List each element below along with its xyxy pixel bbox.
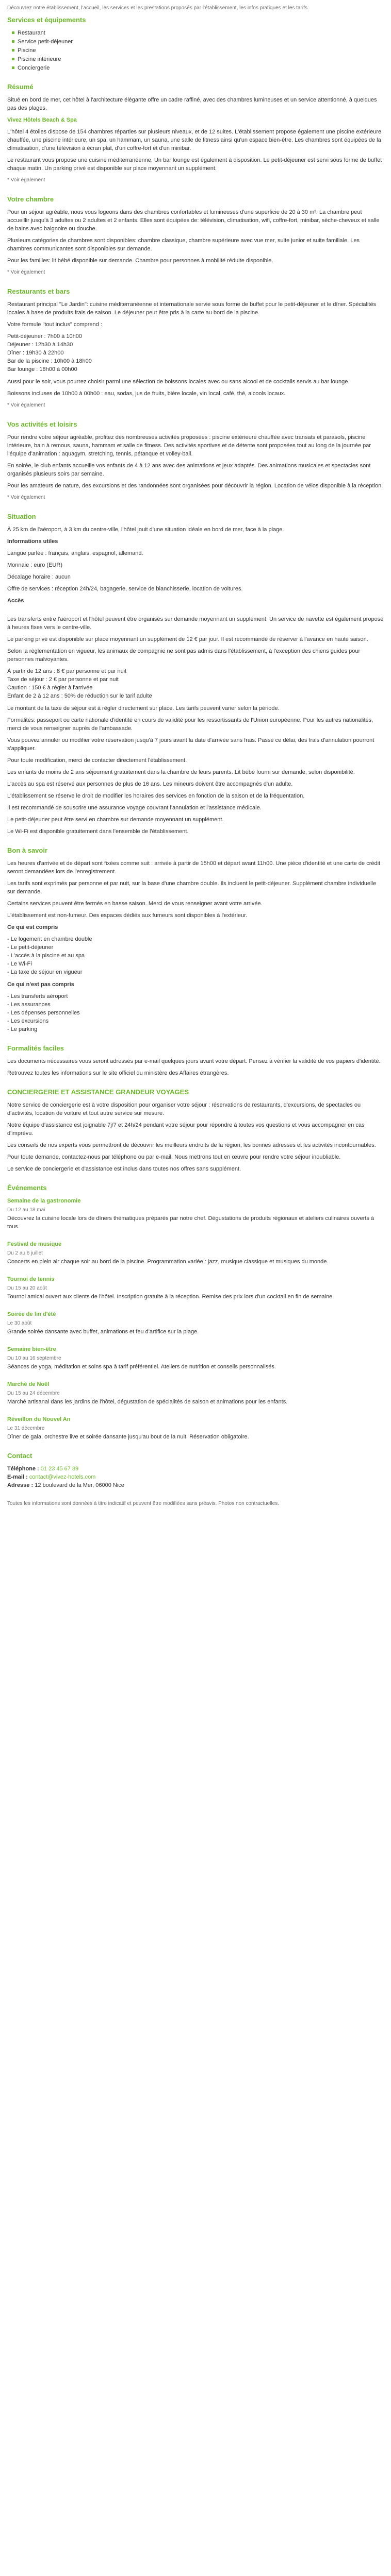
list-item: - Les dépenses personnelles xyxy=(7,1010,80,1016)
footer-note: Toutes les informations sont données à titre indicatif et peuvent être modifiées sans préavis. Photos non contractuelles. xyxy=(7,1501,279,1506)
paragraph: Les enfants de moins de 2 ans séjournent gratuitement dans la chambre de leurs parents. Lit bébé fourni sur demande, selon disponibilité. xyxy=(7,769,355,775)
event-date: Le 30 août xyxy=(7,1320,32,1326)
paragraph: Le montant de la taxe de séjour est à régler directement sur place. Les tarifs peuvent varier selon la période. xyxy=(7,705,280,711)
list-item: Restaurant xyxy=(18,29,384,37)
event-name: Semaine de la gastronomie xyxy=(7,1198,81,1204)
paragraph: Les transferts entre l'aéroport et l'hôtel peuvent être organisés sur demande moyennant un supplément. Un service de navette est également proposé à heures fixes vers le centre-ville. xyxy=(7,616,384,631)
paragraph: Plusieurs catégories de chambres sont disponibles: chambre classique, chambre supérieure avec vue mer, suite junior et suite familiale. Les chambres communicantes sont disponibles sur demande. xyxy=(7,238,360,252)
paragraph: Le restaurant vous propose une cuisine méditerranéenne. Un bar lounge est également à disposition. Le petit-déjeuner est servi sous forme de buffet chaque matin. Un parking privé est disponible sur place moyennant un supplément. xyxy=(7,157,382,172)
paragraph: Le Wi-Fi est disponible gratuitement dans l'ensemble de l'établissement. xyxy=(7,828,189,835)
event-date: Du 2 au 6 juillet xyxy=(7,1250,43,1256)
list-item: Service petit-déjeuner xyxy=(18,38,384,46)
list-item: - Le petit-déjeuner xyxy=(7,944,54,951)
paragraph: Pour toute demande, contactez-nous par téléphone ou par e-mail. Nous mettrons tout en œuvre pour rendre votre séjour inoubliable. xyxy=(7,1154,341,1160)
event-desc: Tournoi amical ouvert aux clients de l'hôtel. Inscription gratuite à la réception. Remise des prix lors d'un cocktail en fin de semaine. xyxy=(7,1294,334,1300)
paragraph: Pour rendre votre séjour agréable, profitez des nombreuses activités proposées : piscine extérieure chauffée avec transats et parasols, piscine intérieure, bain à remous, sauna, hammam et salle de fitness. Des activités sportives et de détente sont proposées tout au long de la journée par l'équipe d'animation : aquagym, stretching, tennis, pétanque et volley-ball. xyxy=(7,434,371,457)
event-item xyxy=(7,1415,384,1441)
resume-section xyxy=(7,82,384,184)
event-item xyxy=(7,1310,384,1336)
rooms-title: Votre chambre xyxy=(7,195,54,203)
rooms-section xyxy=(7,195,384,277)
subheading: Ce qui n'est pas compris xyxy=(7,981,74,988)
list-item: - Le parking xyxy=(7,1026,38,1032)
see-more-link[interactable]: * Voir également xyxy=(7,177,45,183)
event-item xyxy=(7,1380,384,1406)
events-title: Événements xyxy=(7,1184,47,1192)
email-label: E-mail : xyxy=(7,1474,28,1480)
event-name: Soirée de fin d'été xyxy=(7,1311,56,1317)
paragraph: Selon la règlementation en vigueur, les animaux de compagnie ne sont pas admis dans l'établissement, à l'exception des chiens guides pour personnes malvoyantes. xyxy=(7,648,361,663)
paragraph: À 25 km de l'aéroport, à 3 km du centre-ville, l'hôtel jouit d'une situation idéale en bord de mer, face à la plage. xyxy=(7,527,284,533)
event-item xyxy=(7,1275,384,1301)
paragraph: Les conseils de nos experts vous permettront de découvrir les meilleurs endroits de la région, les bonnes adresses et les activités incontournables. xyxy=(7,1142,376,1148)
list-item: - Le Wi-Fi xyxy=(7,961,32,967)
paragraph: Restaurant principal "Le Jardin": cuisine méditerranéenne et internationale servie sous forme de buffet pour le petit-déjeuner et le dîner. Spécialités locales à base de produits frais de saison. Le déjeuner peut être pris à la carte au bord de la piscine. xyxy=(7,301,377,316)
paragraph: Formalités: passeport ou carte nationale d'identité en cours de validité pour les ressortissants de l'Union européenne. Pour les autres nationalités, merci de vous renseigner auprès de l'ambassade. xyxy=(7,717,373,732)
event-name: Semaine bien-être xyxy=(7,1346,56,1352)
schedule-line: Déjeuner : 12h30 à 14h30 xyxy=(7,342,73,348)
paragraph: Votre formule "tout inclus" comprend : xyxy=(7,321,102,328)
paragraph: Décalage horaire : aucun xyxy=(7,574,71,580)
excluded-list xyxy=(7,992,384,1033)
paragraph: Le petit-déjeuner peut être servi en chambre sur demande moyennant un supplément. xyxy=(7,817,224,823)
event-item xyxy=(7,1197,384,1231)
event-desc: Marché artisanal dans les jardins de l'hôtel, dégustation de spécialités de saison et animations pour les enfants. xyxy=(7,1399,288,1405)
address-value: 12 boulevard de la Mer, 06000 Nice xyxy=(35,1482,124,1488)
activities-title: Vos activités et loisirs xyxy=(7,420,77,428)
paragraph: Situé en bord de mer, cet hôtel à l'architecture élégante offre un cadre raffiné, avec des chambres lumineuses et un service attentionné, à quelques pas des plages. xyxy=(7,97,377,111)
paragraph: Langue parlée : français, anglais, espagnol, allemand. xyxy=(7,550,143,556)
paragraph: Le service de conciergerie et d'assistance est inclus dans toutes nos offres sans supplément. xyxy=(7,1166,241,1172)
see-more-link[interactable]: * Voir également xyxy=(7,269,45,275)
see-more-link[interactable]: * Voir également xyxy=(7,402,45,408)
subheading: Accès xyxy=(7,598,24,604)
list-item: - La taxe de séjour en vigueur xyxy=(7,969,83,975)
event-date: Du 10 au 16 septembre xyxy=(7,1355,61,1361)
list-item: Piscine intérieure xyxy=(18,55,384,63)
list-item: - Les excursions xyxy=(7,1018,49,1024)
list-item: - Les assurances xyxy=(7,1002,51,1008)
event-name: Tournoi de tennis xyxy=(7,1276,55,1282)
paragraph: Offre de services : réception 24h/24, bagagerie, service de blanchisserie, location de voitures. xyxy=(7,586,243,592)
schedule-line: Bar lounge : 18h00 à 00h00 xyxy=(7,366,77,372)
services-list xyxy=(7,29,384,72)
paragraph: Pour les familles: lit bébé disponible sur demande. Chambre pour personnes à mobilité réduite disponible. xyxy=(7,258,273,264)
paragraph: Le parking privé est disponible sur place moyennant un supplément de 12 € par jour. Il est recommandé de réserver à l'avance en haute saison. xyxy=(7,636,368,642)
paragraph: Vous pouvez annuler ou modifier votre réservation jusqu'à 7 jours avant la date d'arrivée sans frais. Passé ce délai, des frais d'annulation pourront s'appliquer. xyxy=(7,737,374,752)
formalites-section xyxy=(7,1044,384,1077)
paragraph: L'établissement est non-fumeur. Des espaces dédiés aux fumeurs sont disponibles à l'extérieur. xyxy=(7,912,248,919)
schedule-block xyxy=(7,332,384,374)
services-title: Services et équipements xyxy=(7,16,86,24)
see-more-link[interactable]: * Voir également xyxy=(7,495,45,500)
event-desc: Concerts en plein air chaque soir au bord de la piscine. Programmation variée : jazz, musique classique et musiques du monde. xyxy=(7,1259,329,1265)
paragraph: En soirée, le club enfants accueille vos enfants de 4 à 12 ans avec des animations et jeux adaptés. Des animations musicales et spectacles sont organisés plusieurs soirs par semaine. xyxy=(7,463,371,477)
paragraph: Les heures d'arrivée et de départ sont fixées comme suit : arrivée à partir de 15h00 et départ avant 11h00. Une pièce d'identité et une carte de crédit seront demandées lors de l'enregistrement. xyxy=(7,860,381,875)
phone-label: Téléphone : xyxy=(7,1466,39,1472)
activities-section xyxy=(7,420,384,502)
paragraph: Aussi pour le soir, vous pourrez choisir parmi une sélection de boissons locales avec ou sans alcool et de cocktails servis au bar lounge. xyxy=(7,379,350,385)
paragraph: Les tarifs sont exprimés par personne et par nuit, sur la base d'une chambre double. Ils incluent le petit-déjeuner. Supplément chambre individuelle sur demande. xyxy=(7,880,377,895)
events-section xyxy=(7,1183,384,1441)
conciergerie-title: CONCIERGERIE ET ASSISTANCE GRANDEUR VOYAGES xyxy=(7,1088,189,1096)
paragraph: Il est recommandé de souscrire une assurance voyage couvrant l'annulation et l'assistance médicale. xyxy=(7,805,262,811)
fees-block xyxy=(7,667,384,700)
fee-line: Caution : 150 € à régler à l'arrivée xyxy=(7,685,93,691)
formalites-title: Formalités faciles xyxy=(7,1044,64,1052)
contact-section xyxy=(7,1451,384,1489)
fee-line: À partir de 12 ans : 8 € par personne et par nuit xyxy=(7,668,127,674)
list-item: Conciergerie xyxy=(18,64,384,72)
subheading: Informations utiles xyxy=(7,538,58,545)
paragraph: Les documents nécessaires vous seront adressés par e-mail quelques jours avant votre départ. Pensez à vérifier la validité de vos papiers d'identité. xyxy=(7,1058,381,1064)
list-item: - Les transferts aéroport xyxy=(7,993,68,999)
event-name: Marché de Noël xyxy=(7,1381,50,1387)
bonasavoir-title: Bon à savoir xyxy=(7,846,48,854)
event-desc: Grande soirée dansante avec buffet, animations et feu d'artifice sur la plage. xyxy=(7,1329,199,1335)
contact-phone xyxy=(7,1465,384,1473)
paragraph: Pour les amateurs de nature, des excursions et des randonnées sont organisées pour découvrir la région. Location de vélos disponible à la réception. xyxy=(7,483,383,489)
acces-section xyxy=(7,615,384,836)
schedule-line: Bar de la piscine : 10h00 à 18h00 xyxy=(7,358,92,364)
paragraph: Pour un séjour agréable, nous vous logeons dans des chambres confortables et lumineuses d'une superficie de 20 à 30 m². La chambre peut accueillir jusqu'à 3 adultes ou 2 adultes et 2 enfants. Elles sont équipées de: télévision, climatisation, wifi, coffre-fort, minibar, sèche-cheveux et salle de bains avec baignoire ou douche. xyxy=(7,209,380,232)
list-item: - L'accès à la piscine et au spa xyxy=(7,953,85,959)
address-label: Adresse : xyxy=(7,1482,34,1488)
list-item: - Le logement en chambre double xyxy=(7,936,92,942)
paragraph: Certains services peuvent être fermés en basse saison. Merci de vous renseigner avant votre arrivée. xyxy=(7,901,263,907)
intro-text: Découvrez notre établissement, l'accueil, les services et les prestations proposés par l'établissement, les infos pratiques et les tarifs. xyxy=(7,5,309,11)
event-date: Du 12 au 18 mai xyxy=(7,1207,45,1213)
event-date: Du 15 au 20 août xyxy=(7,1285,47,1291)
phone-link[interactable]: 01 23 45 67 89 xyxy=(40,1466,79,1472)
paragraph: L'établissement se réserve le droit de modifier les horaires des services en fonction de la saison et de la fréquentation. xyxy=(7,793,305,799)
paragraph: L'hôtel 4 étoiles dispose de 154 chambres réparties sur plusieurs niveaux, et de 12 suites. L'établissement propose également une piscine extérieure chauffée, une piscine intérieure, un spa, un hammam, un sauna, une salle de fitness ainsi qu'un espace bien-être. Les chambres sont équipées de la climatisation, d'une télévision à écran plat, d'un coffre-fort et d'un minibar. xyxy=(7,129,382,151)
event-date: Du 15 au 24 décembre xyxy=(7,1391,60,1396)
event-desc: Découvrez la cuisine locale lors de dîners thématiques préparés par notre chef. Dégustations de produits régionaux et ateliers culinaires ouverts à tous. xyxy=(7,1215,374,1230)
restaurants-title: Restaurants et bars xyxy=(7,287,70,295)
event-desc: Dîner de gala, orchestre live et soirée dansante jusqu'au bout de la nuit. Réservation obligatoire. xyxy=(7,1434,249,1440)
bonasavoir-section xyxy=(7,846,384,1033)
schedule-line: Dîner : 19h30 à 22h00 xyxy=(7,350,64,356)
list-item: Piscine xyxy=(18,46,384,55)
hotel-name: Vivez Hôtels Beach & Spa xyxy=(7,117,77,123)
event-name: Réveillon du Nouvel An xyxy=(7,1416,71,1422)
paragraph: Pour toute modification, merci de contacter directement l'établissement. xyxy=(7,757,187,764)
fee-line: Taxe de séjour : 2 € par personne et par nuit xyxy=(7,676,119,683)
paragraph: L'accès au spa est réservé aux personnes de plus de 16 ans. Les mineurs doivent être accompagnés d'un adulte. xyxy=(7,781,293,787)
email-link[interactable]: contact@vivez-hotels.com xyxy=(29,1474,96,1480)
subheading: Ce qui est compris xyxy=(7,924,58,930)
paragraph: Monnaie : euro (EUR) xyxy=(7,562,62,568)
location-title: Situation xyxy=(7,513,36,520)
event-desc: Séances de yoga, méditation et soins spa à tarif préférentiel. Ateliers de nutrition et conseils personnalisés. xyxy=(7,1364,276,1370)
location-section xyxy=(7,512,384,605)
event-item xyxy=(7,1345,384,1371)
contact-address xyxy=(7,1481,384,1489)
event-name: Festival de musique xyxy=(7,1241,62,1247)
paragraph: Notre équipe d'assistance est joignable 7j/7 et 24h/24 pendant votre séjour pour répondre à toutes vos questions et vous accompagner en cas d'imprévu. xyxy=(7,1122,365,1137)
included-list xyxy=(7,935,384,976)
resume-title: Résumé xyxy=(7,83,34,91)
contact-title: Contact xyxy=(7,1452,32,1460)
services-section xyxy=(7,15,384,72)
conciergerie-section xyxy=(7,1088,384,1173)
restaurants-section xyxy=(7,287,384,410)
event-date: Le 31 décembre xyxy=(7,1426,45,1431)
paragraph: Retrouvez toutes les informations sur le site officiel du ministère des Affaires étrangères. xyxy=(7,1070,229,1076)
event-item xyxy=(7,1240,384,1266)
fee-line: Enfant de 2 à 12 ans : 50% de réduction sur le tarif adulte xyxy=(7,693,152,699)
paragraph: Boissons incluses de 10h00 à 00h00 : eau, sodas, jus de fruits, bière locale, vin local, café, thé, alcools locaux. xyxy=(7,391,286,397)
paragraph: Notre service de conciergerie est à votre disposition pour organiser votre séjour : réservations de restaurants, d'excursions, de spectacles ou d'activités, location de voiture et tout autre service sur mesure. xyxy=(7,1102,361,1116)
contact-email xyxy=(7,1473,384,1481)
schedule-line: Petit-déjeuner : 7h00 à 10h00 xyxy=(7,333,82,340)
